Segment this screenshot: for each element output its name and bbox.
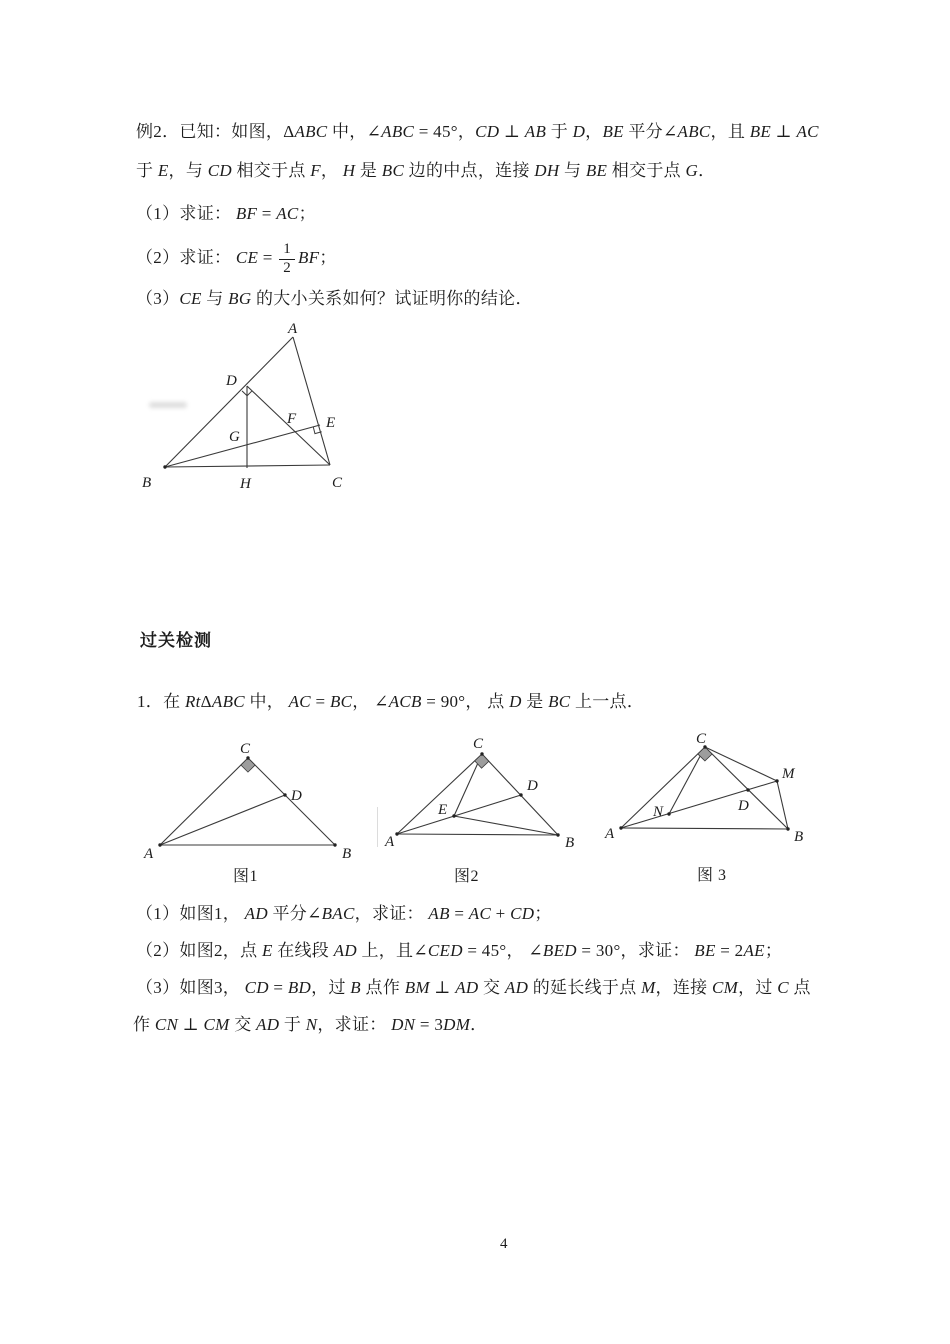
cjk-text: 相交于点 [607, 161, 686, 180]
math-text: CE [235, 248, 259, 268]
vertex-dot-B [556, 833, 559, 836]
cjk-text: 的大小关系如何？试证明你的结论． [251, 289, 533, 308]
math-text: CM [203, 1015, 230, 1034]
cjk-text: （2）求证： [136, 248, 236, 268]
cjk-text: 交 [229, 1015, 257, 1034]
cjk-text: 边的中点，连接 [404, 161, 535, 180]
segment-AC [293, 337, 330, 465]
segment-AC [397, 754, 482, 834]
math-text: CD [475, 122, 500, 141]
cjk-text: 在线段 [272, 941, 334, 960]
math-text: BM [404, 978, 430, 997]
cjk-text: ⊥ [429, 978, 456, 997]
cjk-text: = 30°，求证： [576, 941, 695, 960]
point-label-M: M [782, 766, 795, 782]
math-text: BC [548, 692, 571, 711]
cjk-text: 与 [201, 289, 229, 308]
page-number: 4 [500, 1236, 508, 1252]
cjk-text: 上一点． [570, 692, 645, 711]
math-text: AD [256, 1015, 280, 1034]
vertex-dot-B [333, 843, 336, 846]
math-text: AB [524, 122, 547, 141]
vertex-dot-D [519, 793, 522, 796]
point-label-D: D [226, 373, 237, 389]
figure-canvas [385, 730, 610, 865]
cjk-text: ； [298, 204, 316, 223]
cjk-text: 于 [279, 1015, 306, 1034]
cjk-text: 于 [546, 122, 573, 141]
fraction: $\frac{1}{2}$ [279, 242, 295, 277]
cjk-text: 点作 [360, 978, 405, 997]
vertex-dot-D [283, 793, 286, 796]
math-text: BE [585, 161, 608, 180]
segment-BE [165, 425, 320, 467]
figure-canvas [600, 730, 830, 865]
math-text: G [685, 161, 699, 180]
cjk-text: （3） [136, 289, 180, 308]
math-text: AB [428, 904, 450, 923]
math-text: BE [694, 941, 716, 960]
math-text: DM [443, 1015, 471, 1034]
math-text: M [641, 978, 656, 997]
segment-AD [397, 795, 521, 834]
cjk-text: 平分∠ [267, 904, 322, 923]
cjk-text: （1）求证： [136, 204, 236, 223]
math-text: AD [455, 978, 479, 997]
math-text: ACB [388, 692, 422, 711]
math-text: DH [534, 161, 560, 180]
math-text: BC [381, 161, 405, 180]
math-text: AC [468, 904, 492, 923]
math-text: BD [287, 978, 312, 997]
problem1-subitem-2 [136, 940, 782, 962]
cjk-text: 的延长线于点 [528, 978, 642, 997]
cjk-text: 上，且∠ [356, 941, 428, 960]
point-label-C: C [473, 736, 484, 752]
point-label-C: C [696, 731, 707, 747]
point-label-C: C [240, 741, 251, 757]
cjk-text: = [310, 692, 330, 711]
point-label-C: C [332, 475, 343, 491]
figure1-caption: 图1 [233, 868, 259, 885]
figure2-triangle [385, 730, 610, 865]
cjk-text: + [491, 904, 511, 923]
cjk-text: ⊥ [178, 1015, 204, 1034]
vertex-dot-B [163, 465, 166, 468]
math-text: N [305, 1015, 318, 1034]
figure2-caption: 图2 [454, 868, 480, 885]
cjk-text: ，过 [311, 978, 351, 997]
math-text: AD [504, 978, 529, 997]
point-label-A: A [288, 321, 298, 337]
cjk-text: = 3 [415, 1015, 444, 1034]
math-text: BC [329, 692, 353, 711]
segment-AB [397, 834, 558, 835]
cjk-text: ； [319, 248, 337, 268]
cjk-text: = [449, 904, 469, 923]
point-label-B: B [142, 475, 152, 491]
segment-CB [705, 747, 788, 829]
segment-CM [705, 747, 777, 781]
cjk-text: 是 [355, 161, 382, 180]
point-label-A: A [385, 834, 395, 850]
math-text: AE [743, 941, 765, 960]
math-text: ABC [211, 692, 245, 711]
figure1-triangle [140, 730, 380, 865]
math-text: BE [602, 122, 624, 141]
cjk-text: ，求证： [354, 904, 429, 923]
section-header: 过关检测 [140, 631, 212, 650]
cjk-text: 是 [521, 692, 549, 711]
point-label-E: E [438, 802, 448, 818]
cjk-text: ， ∠ [352, 692, 389, 711]
cjk-text: （2）如图2，点 [136, 941, 262, 960]
math-text: CD [510, 904, 535, 923]
cjk-text: ； [534, 904, 552, 923]
cjk-text: 交 [478, 978, 505, 997]
math-text: CM [712, 978, 739, 997]
math-text: AD [333, 941, 357, 960]
math-text: D [572, 122, 586, 141]
point-label-N: N [653, 804, 664, 820]
math-text: E [157, 161, 169, 180]
point-label-G: G [229, 429, 240, 445]
point-label-A: A [144, 846, 154, 862]
cjk-text: = [257, 204, 277, 223]
vertex-dot-D [746, 788, 749, 791]
math-text: BG [228, 289, 252, 308]
segment-AM [621, 781, 777, 828]
point-label-E: E [326, 415, 336, 431]
point-label-D: D [527, 778, 538, 794]
figure3-caption: 图 3 [697, 867, 727, 884]
cjk-text: 平分∠ [623, 122, 678, 141]
point-label-H: H [240, 476, 251, 492]
math-text: AC [796, 122, 819, 141]
cjk-text: 中， [244, 692, 289, 711]
math-text: DN [391, 1015, 416, 1034]
cjk-text: 1．在 [137, 692, 185, 711]
math-text: CN [154, 1015, 179, 1034]
point-label-B: B [342, 846, 352, 862]
math-text: BAC [321, 904, 355, 923]
math-text: CD [207, 161, 232, 180]
point-label-B: B [565, 835, 575, 851]
cjk-text: = [268, 978, 288, 997]
cjk-text: = [258, 248, 278, 268]
math-text: Rt [184, 692, 201, 711]
math-text: ABC [294, 122, 328, 141]
math-text: CD [244, 978, 269, 997]
point-label-F: F [287, 411, 297, 427]
vertex-dot-C [480, 752, 483, 755]
cjk-text: = 45°， [414, 122, 476, 141]
segment-AD [160, 795, 285, 845]
vertex-dot-A [395, 832, 398, 835]
cjk-text: （3）如图3， [136, 978, 245, 997]
cjk-text: 于 [136, 161, 158, 180]
point-label-D: D [291, 788, 302, 804]
cjk-text: = 90°， 点 [421, 692, 510, 711]
problem1-text [137, 691, 644, 713]
example-item-1 [136, 203, 316, 225]
point-label-B: B [794, 829, 804, 845]
example-item-2 [136, 242, 337, 277]
math-text: B [350, 978, 361, 997]
example-item-3 [136, 288, 533, 310]
point-label-A: A [605, 826, 615, 842]
figure3-triangle [600, 730, 830, 865]
cjk-text: ． [470, 1015, 488, 1034]
scan-smudge [149, 402, 187, 408]
math-text: C [777, 978, 789, 997]
cjk-text: ，与 [168, 161, 208, 180]
vertex-dot-N [667, 812, 670, 815]
cjk-text: ； [764, 941, 783, 960]
segment-AC [160, 758, 248, 845]
cjk-text: ， [585, 122, 603, 141]
math-text: AC [276, 204, 299, 223]
cjk-text: 例2．已知：如图，Δ [136, 122, 295, 141]
vertex-dot-A [619, 826, 622, 829]
math-text: BF [235, 204, 258, 223]
cjk-text: 作 [133, 1015, 155, 1034]
math-text: H [342, 161, 356, 180]
math-text: CED [427, 941, 463, 960]
math-text: ABC [381, 122, 415, 141]
cjk-text: ⊥ [499, 122, 525, 141]
cjk-text: ， [320, 161, 343, 180]
math-text: BE [749, 122, 772, 141]
math-text: ABC [677, 122, 711, 141]
cjk-text: Δ [200, 692, 212, 711]
problem1-subitem-3-line-2 [133, 1014, 487, 1036]
scan-artifact-line [377, 807, 378, 847]
math-text: D [509, 692, 522, 711]
math-text: BED [542, 941, 577, 960]
problem1-subitem-3-line-1 [136, 977, 811, 999]
math-text: CE [179, 289, 202, 308]
math-text: F [310, 161, 321, 180]
cjk-text: 点 [788, 978, 811, 997]
point-label-D: D [738, 798, 749, 814]
cjk-text: （1）如图1， [136, 904, 245, 923]
segment-AB [621, 828, 788, 829]
cjk-text: 与 [559, 161, 586, 180]
cjk-text: ，且 [710, 122, 750, 141]
vertex-dot-B [786, 827, 789, 830]
vertex-dot-M [775, 779, 778, 782]
figure-canvas [140, 730, 380, 865]
cjk-text: ，求证： [317, 1015, 392, 1034]
right-angle-mark-C [241, 758, 255, 772]
math-text: BF [298, 248, 320, 268]
cjk-text: = 2 [715, 941, 744, 960]
math-text: E [261, 941, 273, 960]
vertex-dot-E [452, 814, 455, 817]
cjk-text: ． [698, 161, 716, 180]
problem1-subitem-1 [136, 903, 552, 925]
cjk-text: 中，∠ [327, 122, 382, 141]
cjk-text: ，连接 [655, 978, 712, 997]
math-text: AC [288, 692, 311, 711]
example-problem-line-2 [136, 160, 715, 182]
cjk-text: ⊥ [771, 122, 797, 141]
segment-BM [777, 781, 788, 829]
math-text: AD [244, 904, 268, 923]
cjk-text: ，过 [738, 978, 778, 997]
example-problem-line-1 [136, 121, 819, 143]
vertex-dot-A [158, 843, 161, 846]
cjk-text: 相交于点 [231, 161, 311, 180]
cjk-text: = 45°， ∠ [462, 941, 543, 960]
